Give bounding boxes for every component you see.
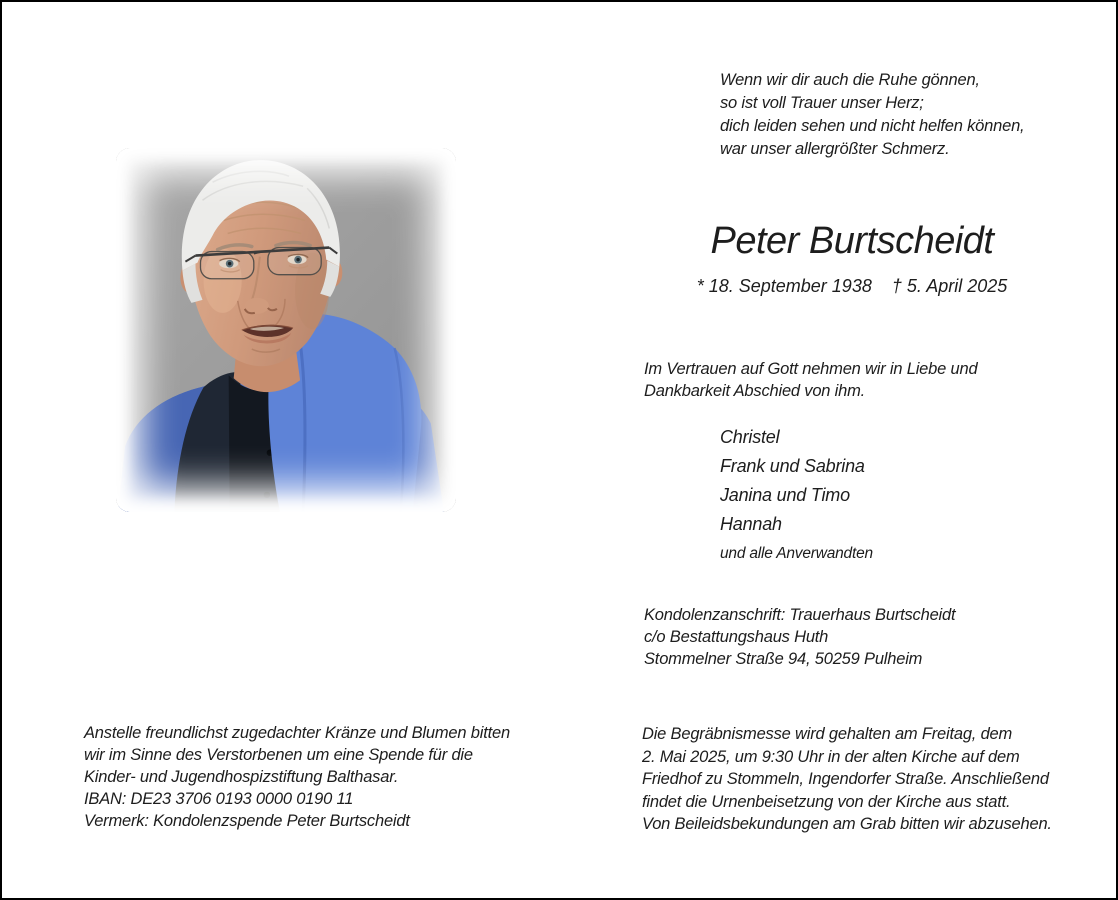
poem-line: dich leiden sehen und nicht helfen können, (720, 117, 1025, 135)
life-dates (642, 276, 1062, 297)
condolence-address (644, 604, 955, 670)
relatives-note: und alle Anverwandten (720, 545, 873, 562)
poem-line: war unser allergrößter Schmerz. (720, 140, 950, 158)
funeral-line: Von Beileidsbekundungen am Grab bitten wir abzusehen. (642, 815, 1052, 834)
condolence-line: c/o Bestattungshaus Huth (644, 628, 829, 646)
condolence-line: Kondolenzanschrift: Trauerhaus Burtscheidt (644, 606, 956, 624)
donation-iban: IBAN: DE23 3706 0193 0000 0190 11 (84, 790, 354, 808)
funeral-info (642, 723, 1052, 836)
portrait-illustration (116, 148, 456, 512)
poem-line: Wenn wir dir auch die Ruhe gönnen, (720, 71, 980, 89)
donation-line: Anstelle freundlichst zugedachter Kränze und Blumen bitten (84, 724, 510, 742)
mourner-name: Janina und Timo (720, 485, 850, 505)
portrait-photo (116, 148, 456, 512)
farewell-line: Dankbarkeit Abschied von ihm. (644, 382, 866, 400)
donation-line: Kinder- und Jugendhospizstiftung Balthasar. (84, 768, 399, 786)
poem-line: so ist voll Trauer unser Herz; (720, 94, 924, 112)
donation-reference: Vermerk: Kondolenzspende Peter Burtscheidt (84, 812, 410, 830)
condolence-line: Stommelner Straße 94, 50259 Pulheim (644, 650, 923, 668)
mourner-name: Frank und Sabrina (720, 456, 865, 476)
funeral-line: 2. Mai 2025, um 9:30 Uhr in der alten Kirche auf dem (642, 747, 1020, 766)
donation-note (84, 722, 510, 832)
funeral-line: Die Begräbnismesse wird gehalten am Freitag, dem (642, 725, 1013, 743)
mourner-name: Hannah (720, 514, 782, 534)
birth-date: * 18. September 1938 (696, 276, 872, 296)
farewell-text (644, 358, 977, 402)
poem (720, 69, 1024, 161)
mourner-name: Christel (720, 427, 780, 447)
funeral-line: Friedhof zu Stommeln, Ingendorfer Straße. Anschließend (642, 770, 1049, 789)
death-date: † 5. April 2025 (891, 276, 1008, 296)
farewell-line: Im Vertrauen auf Gott nehmen wir in Liebe und (644, 360, 978, 378)
donation-line: wir im Sinne des Verstorbenen um eine Spende für die (84, 746, 473, 764)
funeral-line: findet die Urnenbeisetzung von der Kirche aus statt. (642, 792, 1011, 811)
deceased-name: Peter Burtscheidt (710, 220, 994, 262)
mourners-list (720, 423, 873, 568)
